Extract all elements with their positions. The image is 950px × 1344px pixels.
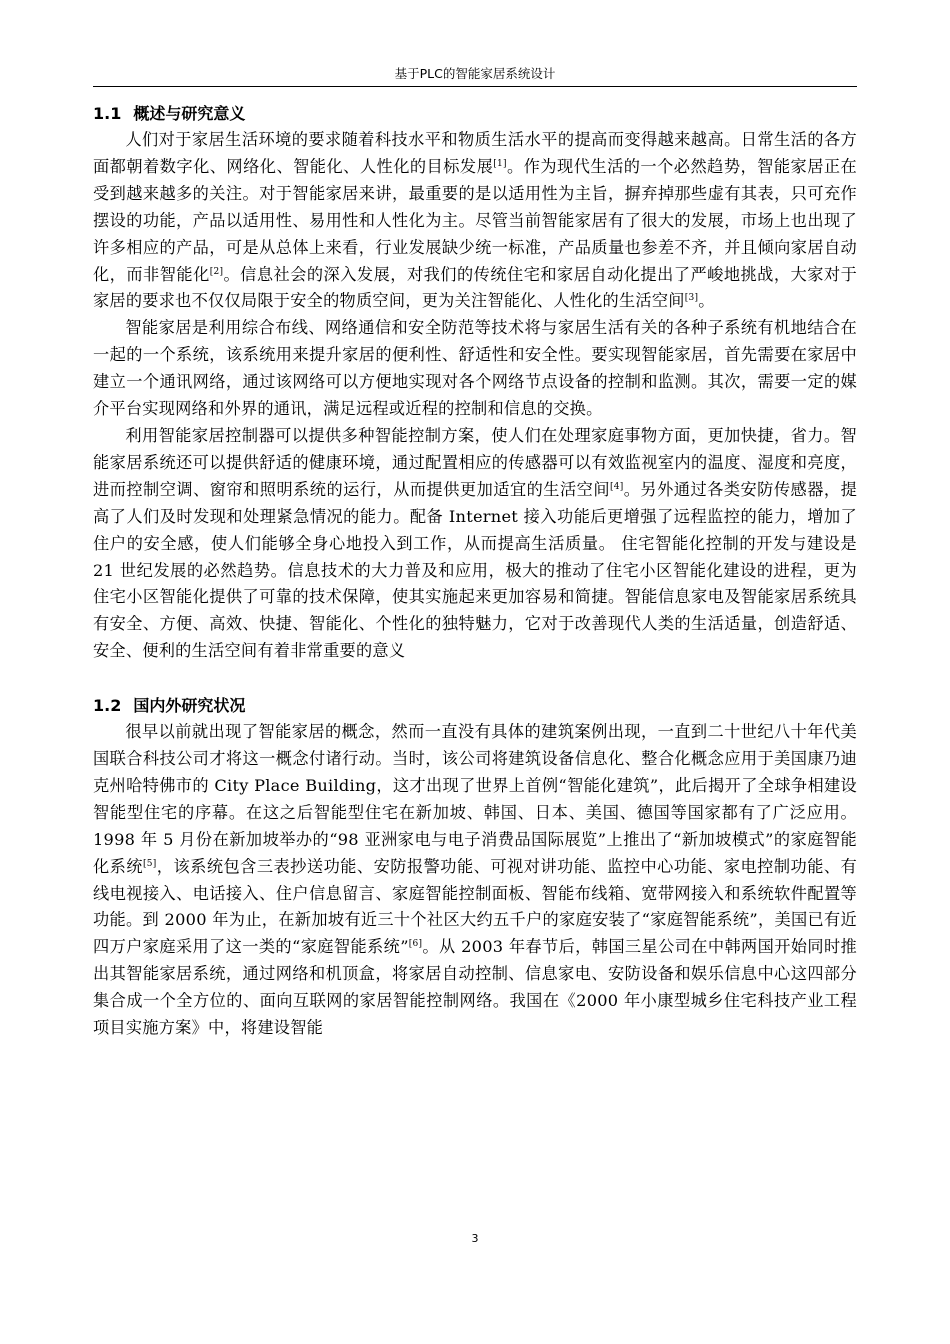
- page-number: 3: [471, 1232, 479, 1245]
- section-spacer: [93, 665, 857, 692]
- paragraph-text: 。从 2003 年春节后，韩国三星公司在中韩两国开始同时推出其智能家居系统，通过网络和机顶盒，将家居自动控制、信息家电、安防设备和娱乐信息中心这四部分集合成一个全方位的、面向互联网的家居智能控制网络。我国在《2000 年小康型城乡住宅科技产业工程项目实施方案》中，将建设智能: [93, 937, 857, 1038]
- section-title: 国内外研究状况: [133, 696, 246, 716]
- section-heading-1-1: [93, 100, 857, 127]
- paragraph-text: 。另外通过各类安防传感器，提高了人们及时发现和处理紧急情况的能力。配备 Internet 接入功能后更增强了远程监控的能力，增加了住户的安全感，使人们能够全身心地投入到工作，从而提高生活质量。 住宅智能化控制的开发与建设是 21 世纪发展的必然趋势。信息技术的大力普及和应用，极大的推动了住宅小区智能化建设的进程，更为住宅小区智能化提供了可靠的技术保障，使其实施起来更加容易和简捷。智能信息家电及智能家居系统具有安全、方便、高效、快捷、智能化、个性化的独特魅力，它对于改善现代人类的生活适量，创造舒适、安全、便利的生活空间有着非常重要的意义: [93, 479, 858, 661]
- paragraph: [93, 423, 857, 665]
- citation: [3]: [684, 293, 699, 304]
- citation: [6]: [408, 939, 423, 950]
- section-number: 1.2: [93, 696, 122, 716]
- paragraph: 智能家居是利用综合布线、网络通信和安全防范等技术将与家居生活有关的各种子系统有机地结合在一起的一个系统，该系统用来提升家居的便利性、舒适性和安全性。要实现智能家居，首先需要在家居中建立一个通讯网络，通过该网络可以方便地实现对各个网络节点设备的控制和监测。其次，需要一定的媒介平台实现网络和外界的通讯，满足远程或近程的控制和信息的交换。: [93, 318, 857, 419]
- paragraph-text: 。作为现代生活的一个必然趋势，智能家居正在受到越来越多的关注。对于智能家居来讲，最重要的是以适用性为主旨，摒弃掉那些虚有其表，只可充作摆设的功能，产品以适用性、易用性和人性化为主。尽管当前智能家居有了很大的发展，市场上也出现了许多相应的产品，可是从总体上来看，行业发展缺少统一标准，产品质量也参差不齐，并且倾向家居自动化，而非智能化: [93, 156, 857, 284]
- paragraph-text: ，该系统包含三表抄送功能、安防报警功能、可视对讲功能、监控中心功能、家电控制功能、有线电视接入、电话接入、住户信息留言、家庭智能控制面板、智能布线箱、宽带网接入和系统软件配置等功能。到 2000 年为止，在新加坡有近三十个社区大约五千户的家庭安装了“家庭智能系统”，美国已有近四万户家庭采用了这一类的“家庭智能系统”: [93, 856, 858, 957]
- header-rule: [93, 86, 857, 87]
- section-number: 1.1: [93, 104, 122, 123]
- section-title: 概述与研究意义: [133, 104, 246, 123]
- paragraph-text: 利用智能家居控制器可以提供多种智能控制方案，使人们在处理家庭事物方面，更加快捷，省力。智能家居系统还可以提供舒适的健康环境，通过配置相应的传感器可以有效监视室内的温度、湿度和亮度，进而控制空调、窗帘和照明系统的运行，从而提供更加适宜的生活空间: [93, 425, 857, 499]
- paragraph: [93, 719, 857, 1042]
- paragraph-text: 。: [698, 291, 715, 311]
- paragraph-text: 很早以前就出现了智能家居的概念，然而一直没有具体的建筑案例出现，一直到二十世纪八十年代美国联合科技公司才将这一概念付诸行动。当时，该公司将建筑设备信息化、整合化概念应用于美国康乃迪克州哈特佛市的 City Place Building，这才出现了世界上首例“智能化建筑”，此后揭开了全球争相建设智能型住宅的序幕。在这之后智能型住宅在新加坡、韩国、日本、美国、德国等国家都有了广泛应用。1998 年 5 月份在新加坡举办的“98 亚洲家电与电子消费品国际展览”上推出了“新加坡模式”的家庭智能化系统: [93, 722, 857, 876]
- section-heading-1-2: [93, 692, 857, 719]
- citation: [1]: [493, 158, 507, 169]
- paragraph: [93, 127, 857, 315]
- running-header: 基于PLC的智能家居系统设计: [394, 66, 556, 81]
- paragraph-text: 人们对于家居生活环境的要求随着科技水平和物质生活水平的提高而变得越来越高。日常生活的各方面都朝着数字化、网络化、智能化、人性化的目标发展: [93, 130, 857, 176]
- paragraph-text: 。信息社会的深入发展，对我们的传统住宅和家居自动化提出了严峻地挑战，大家对于家居的要求也不仅仅局限于安全的物质空间，更为关注智能化、人性化的生活空间: [93, 264, 858, 311]
- citation: [4]: [610, 481, 624, 492]
- citation: [2]: [209, 266, 224, 277]
- citation: [5]: [143, 858, 157, 869]
- document-body: [93, 100, 857, 1042]
